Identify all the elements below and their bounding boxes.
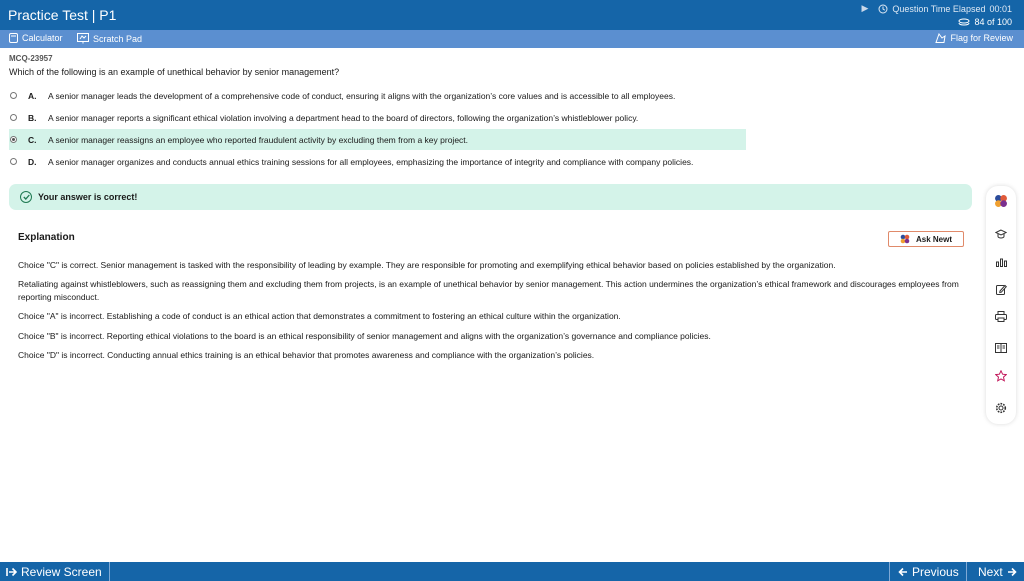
choice-letter: B. [28,112,37,123]
bottom-bar [0,562,1024,581]
explanation-paragraph: Choice "C" is correct. Senior management is tasked with the responsibility of leading by example. They are responsible for promoting and exemplifying ethical behavior based on policies established by the organization. [18,259,836,270]
stack-icon [958,18,970,27]
side-tool-panel [986,186,1016,424]
choice-text: A senior manager leads the development of a comprehensive code of conduct, ensuring it aligns with the organization’s core values and is accessible to all employees. [48,90,676,101]
choice-b[interactable] [9,107,746,128]
calculator-label: Calculator [22,33,63,43]
calculator-button[interactable] [9,33,63,43]
result-banner [9,184,972,210]
choice-text: A senior manager reassigns an employee who reported fraudulent activity by excluding them from a key project. [48,134,469,145]
explanation-paragraph: Retaliating against whistleblowers, such as reassigning them and excluding them from projects, is an example of unethical behavior by senior management. This action undermines the organization’s ethical framework and discourages employees from reporting misconduct. [18,279,959,302]
app-title: Practice Test | P1 [8,7,117,23]
arrow-to-line-icon [6,567,17,577]
result-message: Your answer is correct! [38,192,138,202]
book-icon[interactable] [994,341,1008,355]
flag-icon [935,33,946,43]
timer-label: Question Time Elapsed [892,3,986,14]
scratch-pad-icon [77,33,89,44]
question-stem: Which of the following is an example of unethical behavior by senior management? [9,67,340,77]
review-screen-label: Review Screen [21,564,102,579]
explanation-section [18,232,968,369]
top-bar [0,0,1024,30]
scratch-pad-button[interactable] [77,33,142,44]
calculator-icon [9,33,18,43]
question-counter [958,17,1012,27]
explanation-paragraph: Choice "B" is incorrect. Reporting ethical violations to the board is an ethical responsibility of senior management and aligns with the organization’s governance and compliance policies. [18,330,711,341]
previous-button[interactable] [889,562,967,581]
arrow-left-icon [898,567,908,577]
radio-button-selected[interactable] [10,136,17,143]
choice-d[interactable] [9,151,746,172]
next-label: Next [978,564,1003,579]
play-icon[interactable]: ▶ [861,3,869,13]
newt-logo-icon [900,234,910,244]
previous-label: Previous [912,564,959,579]
answer-choices [9,85,1014,172]
radio-button[interactable] [10,92,17,99]
star-icon[interactable] [994,369,1008,383]
check-circle-icon [20,191,32,203]
timer-value: 00:01 [989,3,1012,14]
gear-icon[interactable] [994,401,1008,415]
question-id: MCQ-23957 [9,54,53,63]
question-timer [861,3,1012,14]
toolbar [0,30,1024,48]
print-icon[interactable] [994,309,1008,323]
explanation-paragraph: Choice "A" is incorrect. Establishing a code of conduct is an ethical action that demonstrates a commitment to fostering an ethical culture within the organization. [18,311,621,321]
explanation-paragraph: Choice "D" is incorrect. Conducting annual ethics training is an ethical behavior that promotes awareness and compliance with the organization’s policies. [18,350,595,360]
explanation-title: Explanation [18,232,75,243]
question-area [9,54,1014,173]
choice-letter: C. [28,134,37,145]
radio-button[interactable] [10,158,17,165]
ask-newt-label: Ask Newt [915,234,952,244]
counter-text: 84 of 100 [974,17,1012,27]
next-button[interactable] [976,562,1024,581]
newt-logo-icon[interactable] [994,194,1008,208]
clock-icon [878,4,888,14]
choice-text: A senior manager organizes and conducts annual ethics training sessions for all employees, emphasizing the importance of integrity and compliance with company policies. [48,156,694,167]
arrow-right-icon [1007,567,1017,577]
scratch-pad-label: Scratch Pad [93,33,143,44]
choice-a[interactable] [9,85,746,106]
edit-note-icon[interactable] [994,282,1008,296]
choice-letter: A. [28,90,37,101]
bar-chart-icon[interactable] [994,255,1008,269]
choice-c[interactable] [9,129,746,150]
review-screen-button[interactable] [0,562,110,581]
choice-letter: D. [28,156,37,167]
radio-button[interactable] [10,114,17,121]
ask-newt-button[interactable] [888,231,964,247]
choice-text: A senior manager reports a significant ethical violation involving a department head to the board of directors, following the organization’s whistleblower policy. [48,112,639,123]
graduation-cap-icon[interactable] [994,227,1008,241]
flag-label: Flag for Review [950,33,1013,43]
flag-for-review-button[interactable] [935,33,1013,43]
